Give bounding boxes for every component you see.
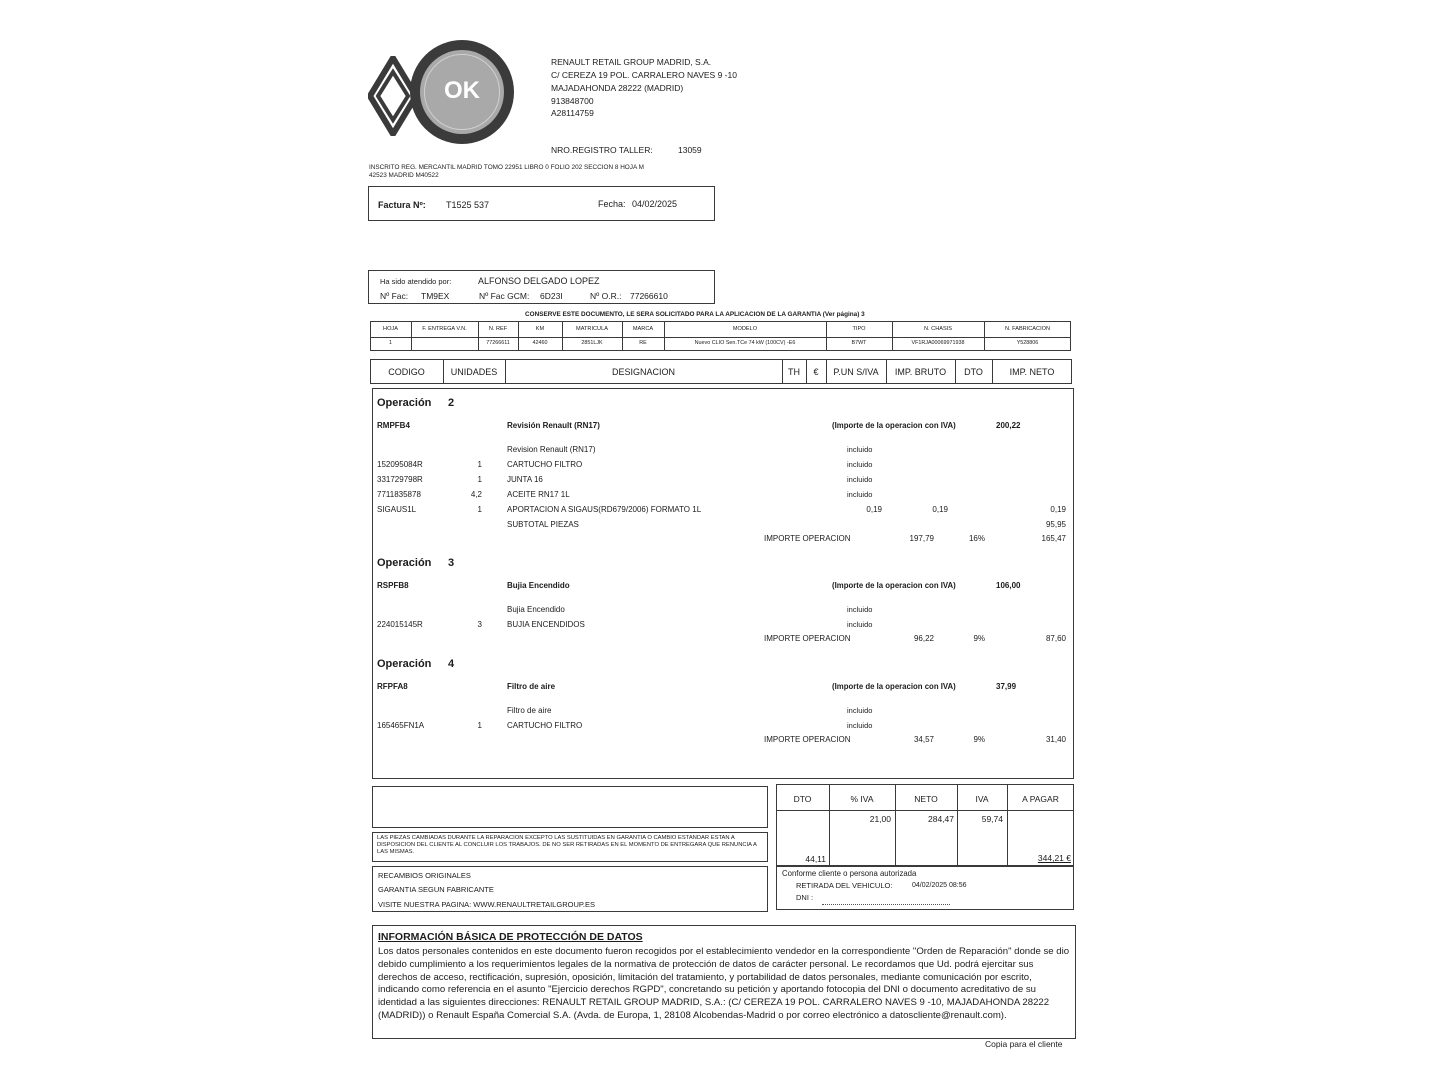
operation-name: Filtro de aire: [507, 682, 556, 691]
line-code: SIGAUS1L: [377, 505, 417, 514]
totals-iva: 59,74: [981, 814, 1003, 824]
operation-total-discount: 9%: [973, 634, 985, 643]
piezas-note: LAS PIEZAS CAMBIADAS DURANTE LA REPARACION EXCEPTO LAS SUSTITUIDAS EN GARANTIA O CAMBIO ESTANDAR ESTAN A DISPOSICION DEL CLIENTE AL CONCLUIR LOS TRABAJOS. DE NO SER RETIRADAS EN EL MOMENTO DE ENTREGARA QUE RENUNCIA A LAS MISMAS.: [377, 835, 757, 855]
vehicle-header-7: TIPO: [852, 326, 866, 332]
operation-total-net: 165,47: [1041, 534, 1066, 543]
operation-total-net: 87,60: [1045, 634, 1066, 643]
fecha-value: 04/02/2025: [632, 199, 678, 209]
operation-total-gross: 197,79: [909, 534, 934, 543]
line-units: 1: [477, 721, 482, 730]
vehicle-table: [370, 321, 1071, 351]
column-header-4: €: [813, 367, 819, 377]
line-description: JUNTA 16: [507, 475, 543, 484]
column-header-3: TH: [788, 367, 800, 377]
or-value: 77266610: [630, 291, 668, 301]
column-header-1: UNIDADES: [450, 367, 498, 377]
line-units: 1: [477, 460, 482, 469]
line-description: CARTUCHO FILTRO: [507, 721, 583, 730]
company-cif: A28114759: [551, 108, 594, 118]
line-units: 1: [477, 505, 482, 514]
vehicle-value-3: 42460: [532, 340, 548, 346]
or-label: Nº O.R.:: [590, 291, 622, 301]
registro-label: NRO.REGISTRO TALLER:: [551, 145, 653, 155]
operation-importe-value: 106,00: [996, 581, 1021, 590]
inscrito-line-2: 42523 MADRID M40522: [369, 172, 439, 179]
retirada-value: 04/02/2025 08:56: [912, 882, 967, 889]
operation-total-label: IMPORTE OPERACION: [764, 534, 851, 543]
operation-number: 2: [448, 397, 455, 409]
operation-importe-label: (Importe de la operacion con IVA): [832, 421, 956, 430]
company-city: MAJADAHONDA 28222 (MADRID): [551, 83, 684, 93]
operation-importe-label: (Importe de la operacion con IVA): [832, 581, 956, 590]
line-status: incluido: [847, 445, 873, 454]
line-unit-price: 0,19: [866, 505, 882, 514]
company-address: C/ CEREZA 19 POL. CARRALERO NAVES 9 -10: [551, 70, 737, 80]
remarks-box: [372, 786, 768, 828]
vehicle-header-8: N. CHASIS: [924, 326, 952, 332]
line-status: incluido: [847, 490, 873, 499]
line-units: 1: [477, 475, 482, 484]
totals-dto: 44,11: [805, 854, 826, 864]
company-phone: 913848700: [551, 96, 594, 106]
operation-name: Bujia Encendido: [507, 581, 570, 590]
factura-label: Factura Nº:: [378, 200, 426, 210]
operation-total-net: 31,40: [1045, 735, 1066, 744]
copy-label: Copia para el cliente: [985, 1039, 1063, 1049]
warranty-notice: CONSERVE ESTE DOCUMENTO, LE SERA SOLICITADO PARA LA APLICACION DE LA GARANTIA (Ver página) 3: [525, 311, 865, 318]
website-line: VISITE NUESTRA PAGINA: WWW.RENAULTRETAILGROUP.ES: [378, 900, 595, 909]
conforme-line: Conforme cliente o persona autorizada: [782, 869, 917, 878]
line-code: 165465FN1A: [377, 721, 425, 730]
vehicle-header-6: MODELO: [732, 326, 758, 332]
line-units: 3: [477, 620, 482, 629]
operation-title: Operación: [377, 658, 432, 670]
line-status: incluido: [847, 605, 873, 614]
totals-neto: 284,47: [928, 814, 954, 824]
totals-a-pagar: 344,21 €: [1037, 853, 1071, 863]
ok-stamp: [410, 40, 514, 144]
line-description: CARTUCHO FILTRO: [507, 460, 583, 469]
vehicle-header-9: N. FABRICACION: [1004, 326, 1051, 332]
fecha-label: Fecha:: [598, 199, 626, 209]
operation-title: Operación: [377, 397, 432, 409]
column-header-6: IMP. BRUTO: [894, 367, 947, 377]
line-status: incluido: [847, 620, 873, 629]
vehicle-value-2: 77266611: [486, 340, 510, 346]
totals-header-a-pagar: A PAGAR: [1022, 794, 1059, 804]
operation-total-discount: 9%: [973, 735, 985, 744]
vehicle-header-5: MARCA: [632, 326, 654, 332]
vehicle-value-6: Nuevo CLIO Sen.TCe 74 kW (100CV) -E6: [694, 340, 796, 346]
operation-number: 4: [448, 658, 455, 670]
data-protection-title: INFORMACIÓN BÁSICA DE PROTECCIÓN DE DATOS: [378, 931, 643, 943]
stamp-ok-text: OK: [444, 77, 480, 104]
column-header-8: IMP. NETO: [1009, 367, 1055, 377]
line-units: 4,2: [470, 490, 482, 499]
vehicle-header-4: MATRICULA: [576, 326, 608, 332]
line-description: BUJIA ENCENDIDOS: [507, 620, 585, 629]
line-description: SUBTOTAL PIEZAS: [507, 520, 579, 529]
company-name: RENAULT RETAIL GROUP MADRID, S.A.: [551, 57, 712, 67]
vehicle-value-7: B7WT: [851, 340, 867, 346]
vehicle-value-9: Y528806: [1016, 340, 1039, 346]
inscrito-line-1: INSCRITO REG. MERCANTIL MADRID TOMO 22951 LIBRO 0 FOLIO 202 SECCION 8 HOJA M: [369, 164, 644, 171]
operation-importe-value: 200,22: [996, 421, 1021, 430]
operation-code: RSPFB8: [377, 581, 409, 590]
operation-total-label: IMPORTE OPERACION: [764, 634, 851, 643]
operation-total-gross: 96,22: [913, 634, 934, 643]
vehicle-value-0: 1: [389, 340, 392, 346]
operation-total-gross: 34,57: [913, 735, 934, 744]
vehicle-header-3: KM: [535, 326, 545, 332]
line-status: incluido: [847, 475, 873, 484]
line-gross: 0,19: [932, 505, 948, 514]
line-code: 224015145R: [377, 620, 423, 629]
operation-total-discount: 16%: [968, 534, 985, 543]
column-header-2: DESIGNACION: [611, 367, 675, 377]
line-status: incluido: [847, 706, 873, 715]
line-net: 95,95: [1045, 520, 1066, 529]
operation-name: Revisión Renault (RN17): [507, 421, 600, 430]
line-code: 7711835878: [377, 490, 421, 499]
vehicle-value-5: RE: [639, 340, 647, 346]
vehicle-value-4: 2851LJK: [581, 340, 603, 346]
line-code: 152095084R: [377, 460, 423, 469]
operation-importe-value: 37,99: [996, 682, 1017, 691]
registro-value: 13059: [678, 145, 702, 155]
attended-name: ALFONSO DELGADO LOPEZ: [478, 276, 600, 286]
garantia-fabricante: GARANTIA SEGUN FABRICANTE: [378, 885, 494, 894]
data-protection-body: Los datos personales contenidos en este documento fueron recogidos por el establecimiento vendedor en la correspondiente "Orden de Reparación" donde se dio debido cumplimiento a los requerimientos legales de la normativa de protección de datos de carácter personal. Le recordamos que Ud. podrá ejercitar sus derechos de acceso, rectificación, supresión, oposición, limitación del tratamiento, y portabilidad de datos personales, mediante comunicación por escrito, indicando como referencia en el asunto "Ejercicio derechos RGPD", concretando su petición y aportando fotocopia del DNI o documento acreditativo de su identidad a las siguientes direcciones: RENAULT RETAIL GROUP MADRID, S.A.: (C/ CEREZA 19 POL. CARRALERO NAVES 9 -10, MAJADAHONDA 28222 (MADRID)) o Renault España Comercial S.A. (Avda. de Europa, 1, 28108 Alcobendas-Madrid o por correo electrónico a datoscliente@renault.com).: [378, 946, 1070, 1021]
totals-header-neto: NETO: [914, 794, 938, 804]
line-status: incluido: [847, 460, 873, 469]
gcm-value: 6D23I: [540, 291, 563, 301]
line-status: incluido: [847, 721, 873, 730]
totals-header-iva: IVA: [975, 794, 989, 804]
line-code: 331729798R: [377, 475, 423, 484]
totals-header-iva-pct: % IVA: [850, 794, 874, 804]
operation-title: Operación: [377, 557, 432, 569]
column-header-0: CODIGO: [388, 367, 425, 377]
vehicle-value-8: VF1RJA00069971938: [911, 340, 965, 346]
nfac-label: Nº Fac:: [380, 291, 409, 301]
operation-code: RFPFA8: [377, 682, 408, 691]
line-description: Bujia Encendido: [507, 605, 565, 614]
line-description: Revision Renault (RN17): [507, 445, 596, 454]
attended-label: Ha sido atendido por:: [380, 277, 452, 286]
column-header-7: DTO: [964, 367, 983, 377]
retirada-label: RETIRADA DEL VEHICULO:: [796, 881, 893, 890]
nfac-value: TM9EX: [421, 291, 450, 301]
operation-importe-label: (Importe de la operacion con IVA): [832, 682, 956, 691]
gcm-label: Nº Fac GCM:: [479, 291, 530, 301]
factura-value: T1525 537: [446, 200, 490, 210]
recambios-originales: RECAMBIOS ORIGINALES: [378, 871, 471, 880]
dni-label: DNI :: [796, 893, 814, 902]
totals-iva-pct: 21,00: [869, 814, 891, 824]
operation-number: 3: [448, 557, 455, 569]
operation-total-label: IMPORTE OPERACION: [764, 735, 851, 744]
operation-code: RMPFB4: [377, 421, 410, 430]
line-description: Filtro de aire: [507, 706, 552, 715]
line-net: 0,19: [1050, 505, 1066, 514]
totals-header-dto: DTO: [793, 794, 812, 804]
line-description: APORTACION A SIGAUS(RD679/2006) FORMATO 1L: [507, 505, 702, 514]
vehicle-header-2: N. REF: [488, 326, 508, 332]
vehicle-header-0: HOJA: [383, 326, 398, 332]
vehicle-header-1: F. ENTREGA V.N.: [422, 326, 467, 332]
line-description: ACEITE RN17 1L: [507, 490, 570, 499]
column-header-5: P.UN S/IVA: [833, 367, 879, 377]
